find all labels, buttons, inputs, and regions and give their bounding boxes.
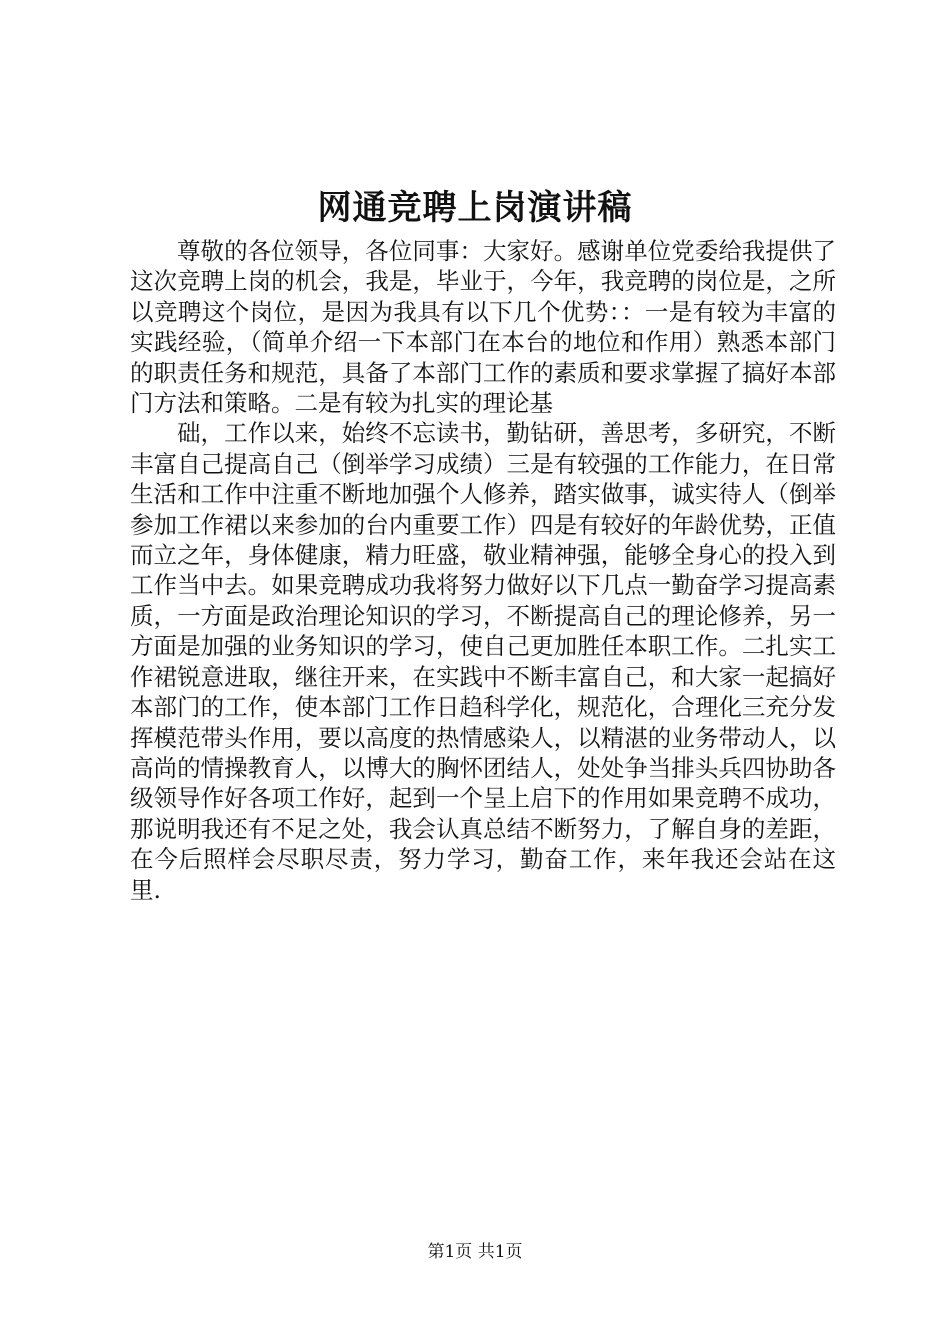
document-body <box>130 236 836 905</box>
document-title: 网通竞聘上岗演讲稿 <box>317 188 633 228</box>
page-footer: 第1页 共1页 <box>427 1242 523 1262</box>
paragraph-1: 尊敬的各位领导，各位同事：大家好。感谢单位党委给我提供了这次竞聘上岗的机会，我是，毕业于，今年，我竞聘的岗位是，之所以竞聘这个岗位，是因为我具有以下几个优势：：一是有较为丰富的实践经验，（简单介绍一下本部门在本台的地位和作用）熟悉本部门的职责任务和规范，具备了本部门工作的素质和要求掌握了搞好本部门方法和策略。二是有较为扎实的理论基 <box>130 237 836 418</box>
paragraph-2: 础，工作以来，始终不忘读书，勤钻研，善思考，多研究，不断丰富自己提高自己（倒举学习成绩）三是有较强的工作能力，在日常生活和工作中注重不断地加强个人修养，踏实做事，诚实待人（倒举参加工作裙以来参加的台内重要工作）四是有较好的年龄优势，正值而立之年，身体健康，精力旺盛，敬业精神强，能够全身心的投入到工作当中去。如果竞聘成功我将努力做好以下几点一勤奋学习提高素质，一方面是政治理论知识的学习，不断提高自己的理论修养，另一方面是加强的业务知识的学习，使自己更加胜任本职工作。二扎实工作裙锐意进取，继往开来，在实践中不断丰富自己，和大家一起搞好本部门的工作，使本部门工作日趋科学化，规范化，合理化三充分发挥模范带头作用，要以高度的热情感染人，以精湛的业务带动人，以高尚的情操教育人，以博大的胸怀团结人，处处争当排头兵四协助各级领导作好各项工作好，起到一个呈上启下的作用如果竞聘不成功，那说明我还有不足之处，我会认真总结不断努力，了解自身的差距，在今后照样会尽职尽责，努力学习，勤奋工作，来年我还会站在这里. <box>130 419 836 904</box>
